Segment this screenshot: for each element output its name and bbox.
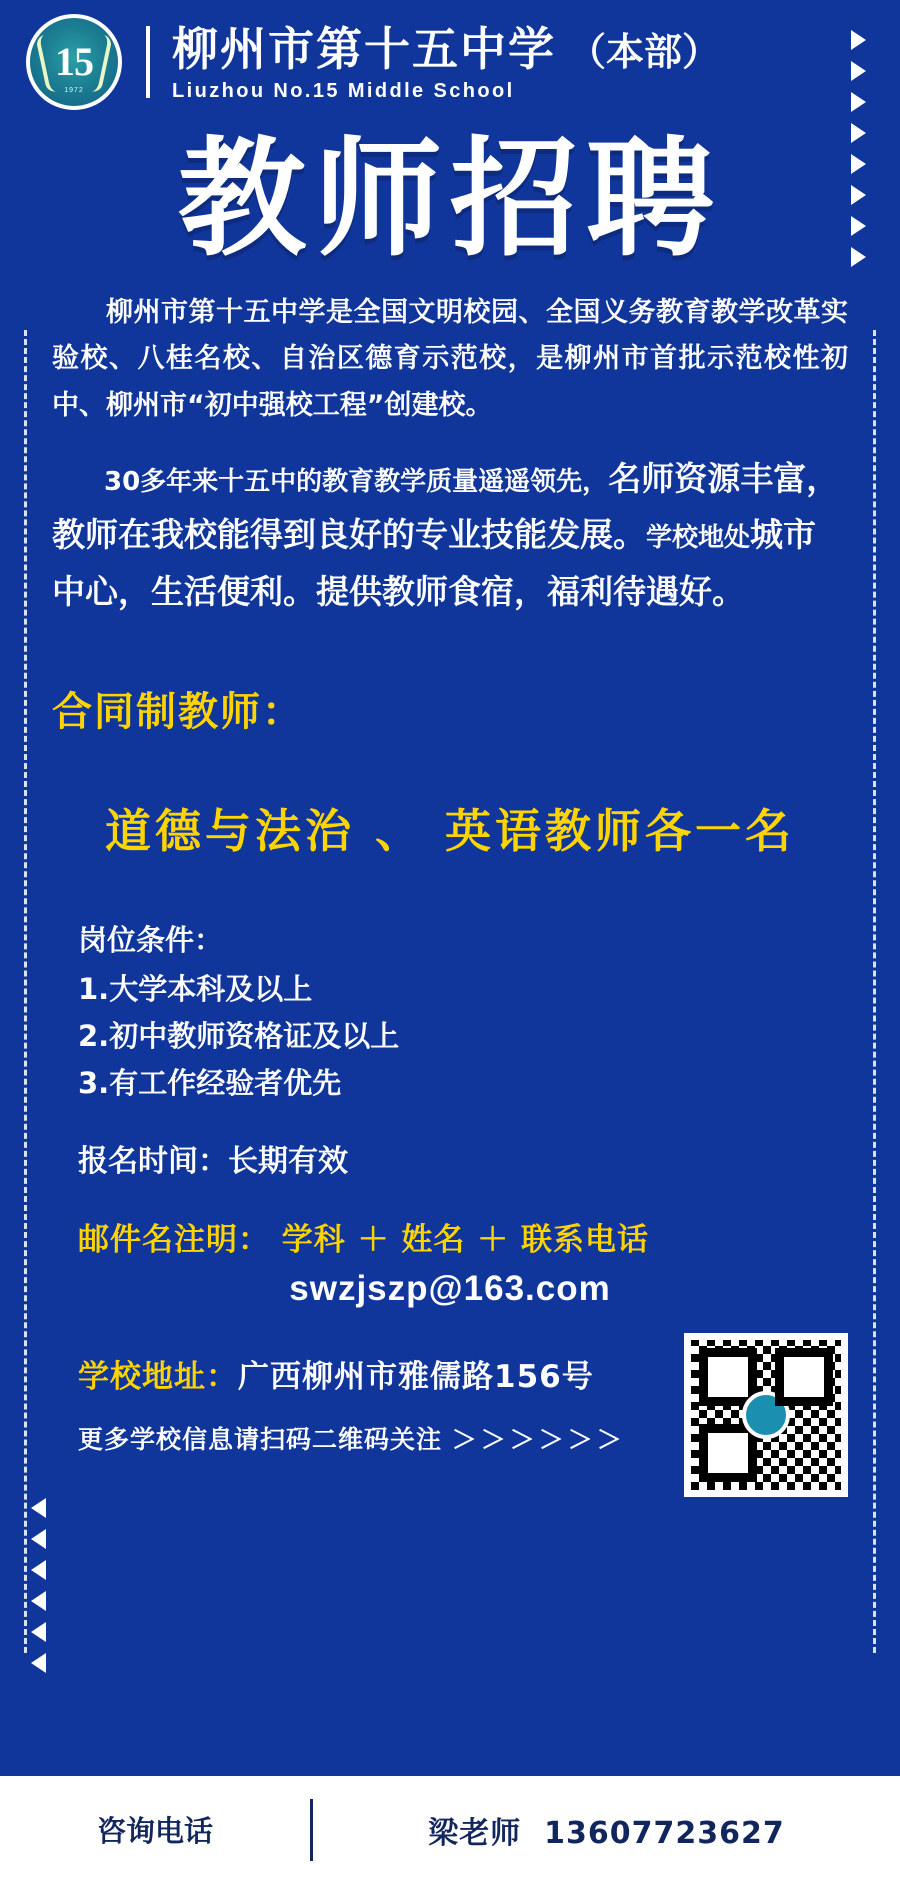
school-name-cn: 柳州市第十五中学 xyxy=(172,22,556,76)
chevron-decoration-left xyxy=(18,1498,58,1673)
poster-header xyxy=(0,0,900,108)
qr-code-icon[interactable] xyxy=(684,1333,848,1497)
signup-period: 报名时间：长期有效 xyxy=(78,1144,348,1180)
requirement-item: 1.大学本科及以上 xyxy=(78,971,313,1006)
contract-section-title: 合同制教师： xyxy=(52,688,304,735)
mail-subject-note: 邮件名注明： 学科 ＋ 姓名 ＋ 联系电话 xyxy=(78,1222,649,1259)
school-crest-icon xyxy=(26,14,122,110)
school-address-value: 广西柳州市雅儒路156号 xyxy=(238,1359,594,1396)
poster-content xyxy=(0,290,900,1501)
school-branch-label: （本部） xyxy=(568,30,721,74)
intro-paragraph-2 xyxy=(52,451,848,619)
requirements-title: 岗位条件： xyxy=(78,922,224,957)
header-divider xyxy=(146,26,150,98)
scan-arrows: ＞＞＞＞＞＞ xyxy=(451,1426,626,1455)
mail-address[interactable]: swzjszp@163.com xyxy=(289,1269,611,1309)
intro-p2-part2: 学校地处 xyxy=(646,523,751,554)
scan-instruction xyxy=(78,1420,658,1456)
page-title: 教师招聘 xyxy=(177,125,722,274)
footer-contact-info xyxy=(313,1808,900,1852)
contact-name: 梁老师 xyxy=(428,1815,522,1851)
poster-footer xyxy=(0,1771,900,1883)
school-address-label: 学校地址： xyxy=(78,1359,238,1396)
contact-phone[interactable]: 13607723627 xyxy=(544,1815,785,1851)
intro-p2-emphasis-1: 名师资源丰富，教师在我校能得到良好的专业技能发展。 xyxy=(52,459,840,555)
crest-number: 15 xyxy=(55,39,93,84)
school-address xyxy=(78,1351,658,1396)
requirement-item: 3.有工作经验者优先 xyxy=(78,1065,342,1100)
requirements-block xyxy=(78,917,848,1107)
intro-p2-part1: 30多年来十五中的教育教学质量遥遥领先， xyxy=(104,467,609,498)
school-name-en: Liuzhou No.15 Middle School xyxy=(172,80,515,102)
address-and-qr xyxy=(52,1351,848,1501)
crest-year: 1972 xyxy=(64,87,84,94)
intro-p2-emphasis-2: 城市中心，生活便利。提供教师食宿，福利待遇好。 xyxy=(52,515,817,611)
scan-instruction-text: 更多学校信息请扫码二维码关注 xyxy=(78,1425,443,1455)
school-title-block xyxy=(172,21,720,103)
intro-paragraph-1: 柳州市第十五中学是全国文明校园、全国义务教育教学改革实验校、八桂名校、自治区德育示范校，是柳州市首批示范校性初中、柳州市“初中强校工程”创建校。 xyxy=(52,297,848,421)
footer-contact-label: 咨询电话 xyxy=(96,1814,213,1848)
positions-list: 道德与法治 、 英语教师各一名 xyxy=(104,803,796,858)
requirement-item: 2.初中教师资格证及以上 xyxy=(78,1018,400,1053)
